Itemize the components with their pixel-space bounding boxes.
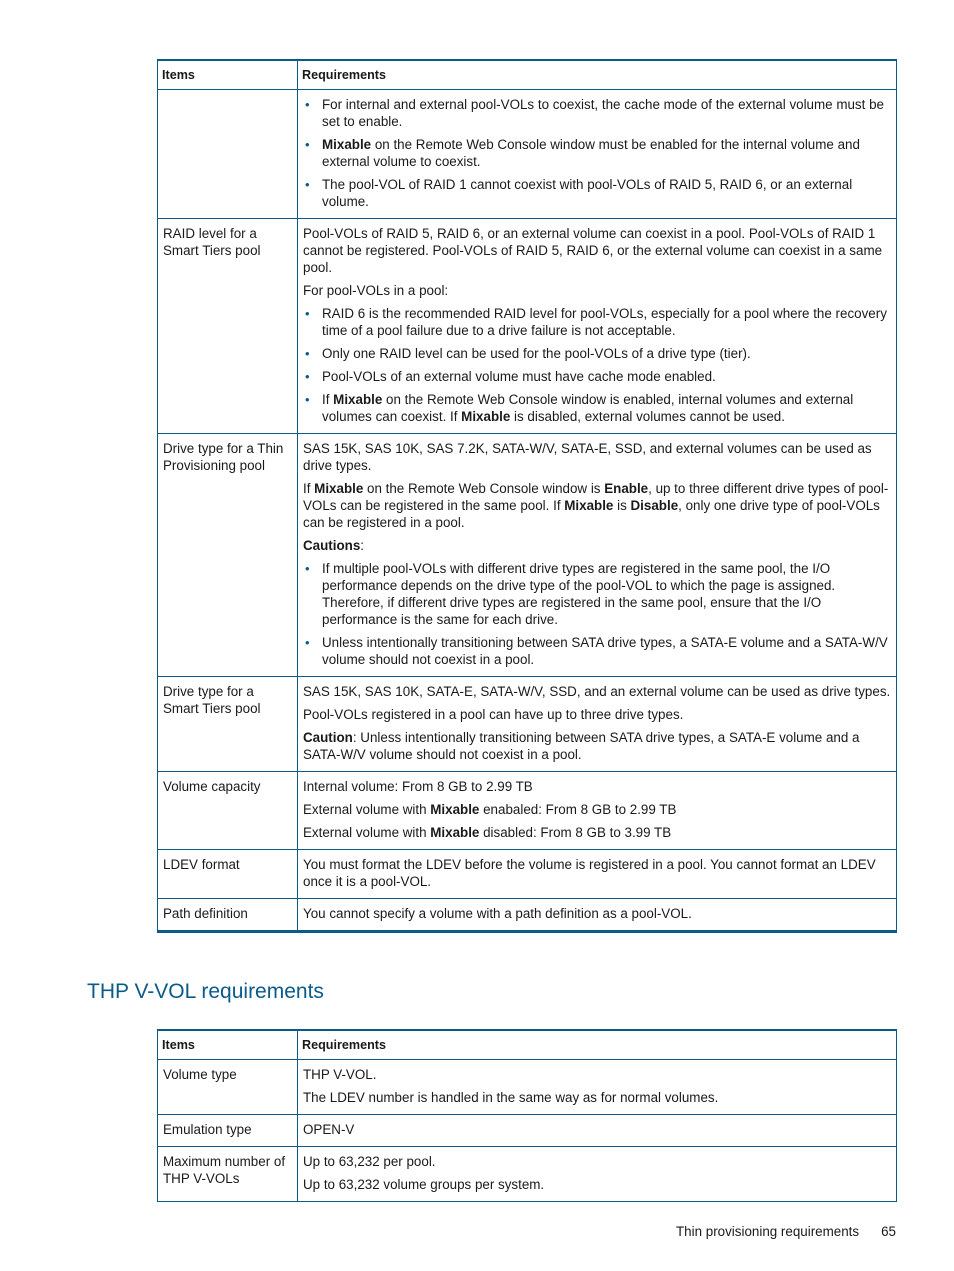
row-requirements — [298, 1060, 897, 1115]
bullet-list — [303, 305, 891, 425]
paragraph: You cannot specify a volume with a path definition as a pool-VOL. — [303, 906, 692, 921]
table-row — [158, 899, 897, 932]
paragraph: SAS 15K, SAS 10K, SAS 7.2K, SATA-W/V, SATA-E, SSD, and external volumes can be used as drive types. — [303, 441, 872, 473]
section-title: THP V-VOL requirements — [87, 980, 324, 1003]
row-requirements — [298, 677, 897, 772]
paragraph: THP V-VOL. — [303, 1067, 377, 1082]
row-requirements — [298, 434, 897, 677]
row-requirements — [298, 772, 897, 850]
paragraph: Pool-VOLs registered in a pool can have up to three drive types. — [303, 707, 684, 722]
page-footer — [676, 1223, 896, 1240]
paragraph: Internal volume: From 8 GB to 2.99 TB — [303, 779, 533, 794]
table-header-row — [158, 1030, 897, 1060]
bullet-icon: • — [305, 561, 310, 576]
row-item — [158, 90, 298, 219]
row-item: Emulation type — [158, 1115, 298, 1147]
list-item: • Pool-VOLs of an external volume must have cache mode enabled. — [305, 369, 716, 384]
header-requirements: Requirements — [298, 1030, 897, 1060]
bullet-icon: • — [305, 97, 310, 112]
table-row — [158, 850, 897, 899]
table-row — [158, 434, 897, 677]
bullet-icon: • — [305, 346, 310, 361]
bullet-icon: • — [305, 137, 310, 152]
thp-vvol-requirements-table — [157, 1029, 897, 1202]
bullet-icon: • — [305, 177, 310, 192]
paragraph: SAS 15K, SAS 10K, SATA-E, SATA-W/V, SSD, and an external volume can be used as drive types. — [303, 684, 891, 699]
paragraph: External volume with Mixable enabaled: From 8 GB to 2.99 TB — [303, 802, 677, 817]
paragraph: OPEN-V — [303, 1122, 355, 1137]
bullet-icon: • — [305, 635, 310, 650]
bullet-icon: • — [305, 392, 310, 407]
table-row — [158, 772, 897, 850]
list-item: • If Mixable on the Remote Web Console window is enabled, internal volumes and external volumes can coexist. If Mixable is disabled, external volumes cannot be used. — [305, 392, 854, 424]
row-requirements — [298, 850, 897, 899]
table-header-row — [158, 60, 897, 90]
row-item: Volume type — [158, 1060, 298, 1115]
table-row — [158, 1147, 897, 1202]
page-number: 65 — [881, 1224, 896, 1239]
row-item: Maximum number of THP V-VOLs — [158, 1147, 298, 1202]
table-row — [158, 677, 897, 772]
row-item: Drive type for a Smart Tiers pool — [158, 677, 298, 772]
paragraph: Pool-VOLs of RAID 5, RAID 6, or an external volume can coexist in a pool. Pool-VOLs of RAID 1 cannot be registered. Pool-VOLs of RAID 5, RAID 6, or the external volume can coexist in a same pool. — [303, 226, 883, 275]
list-item: • RAID 6 is the recommended RAID level for pool-VOLs, especially for a pool where the recovery time of a pool failure due to a drive failure is not acceptable. — [305, 306, 887, 338]
table-row — [158, 1060, 897, 1115]
paragraph: External volume with Mixable disabled: From 8 GB to 3.99 TB — [303, 825, 672, 840]
table-row — [158, 90, 897, 219]
row-requirements — [298, 1147, 897, 1202]
row-item: RAID level for a Smart Tiers pool — [158, 219, 298, 434]
list-item: • Only one RAID level can be used for the pool-VOLs of a drive type (tier). — [305, 346, 751, 361]
row-item: Path definition — [158, 899, 298, 932]
pool-vol-requirements-table — [157, 59, 897, 933]
header-requirements: Requirements — [298, 60, 897, 90]
list-item: • The pool-VOL of RAID 1 cannot coexist with pool-VOLs of RAID 5, RAID 6, or an external volume. — [305, 177, 853, 209]
bullet-icon: • — [305, 369, 310, 384]
paragraph: The LDEV number is handled in the same way as for normal volumes. — [303, 1090, 719, 1105]
bullet-icon: • — [305, 306, 310, 321]
bullet-list — [303, 560, 891, 668]
header-items: Items — [158, 60, 298, 90]
row-requirements — [298, 899, 897, 932]
row-requirements — [298, 1115, 897, 1147]
paragraph: For pool-VOLs in a pool: — [303, 283, 449, 298]
list-item: • If multiple pool-VOLs with different drive types are registered in the same pool, the I/O performance depends on the drive type of the pool-VOL to which the page is assigned. Therefore, if different drive types are registered in the same pool, ensure that the I/O performance is the same for each drive. — [305, 561, 836, 627]
bullet-list — [303, 96, 891, 210]
paragraph: Up to 63,232 per pool. — [303, 1154, 436, 1169]
row-requirements — [298, 90, 897, 219]
row-item: Volume capacity — [158, 772, 298, 850]
list-item: • For internal and external pool-VOLs to coexist, the cache mode of the external volume must be set to enable. — [305, 97, 884, 129]
paragraph: If Mixable on the Remote Web Console window is Enable, up to three different drive types of pool-VOLs can be registered in the same pool. If Mixable is Disable, only one drive type of pool-VOLs can be registered in a pool. — [303, 481, 889, 530]
row-item: LDEV format — [158, 850, 298, 899]
header-items: Items — [158, 1030, 298, 1060]
row-item: Drive type for a Thin Provisioning pool — [158, 434, 298, 677]
paragraph: Caution: Unless intentionally transitioning between SATA drive types, a SATA-E volume and a SATA-W/V volume should not coexist in a pool. — [303, 730, 860, 762]
list-item: • Unless intentionally transitioning between SATA drive types, a SATA-E volume and a SATA-W/V volume should not coexist in a pool. — [305, 635, 888, 667]
footer-section-label: Thin provisioning requirements — [675, 1224, 860, 1239]
row-requirements — [298, 219, 897, 434]
table-row — [158, 219, 897, 434]
table-row — [158, 1115, 897, 1147]
paragraph: Up to 63,232 volume groups per system. — [303, 1177, 545, 1192]
paragraph: Cautions: — [303, 538, 365, 553]
list-item: • Mixable on the Remote Web Console window must be enabled for the internal volume and external volume to coexist. — [305, 137, 860, 169]
paragraph: You must format the LDEV before the volume is registered in a pool. You cannot format an LDEV once it is a pool-VOL. — [303, 857, 876, 889]
